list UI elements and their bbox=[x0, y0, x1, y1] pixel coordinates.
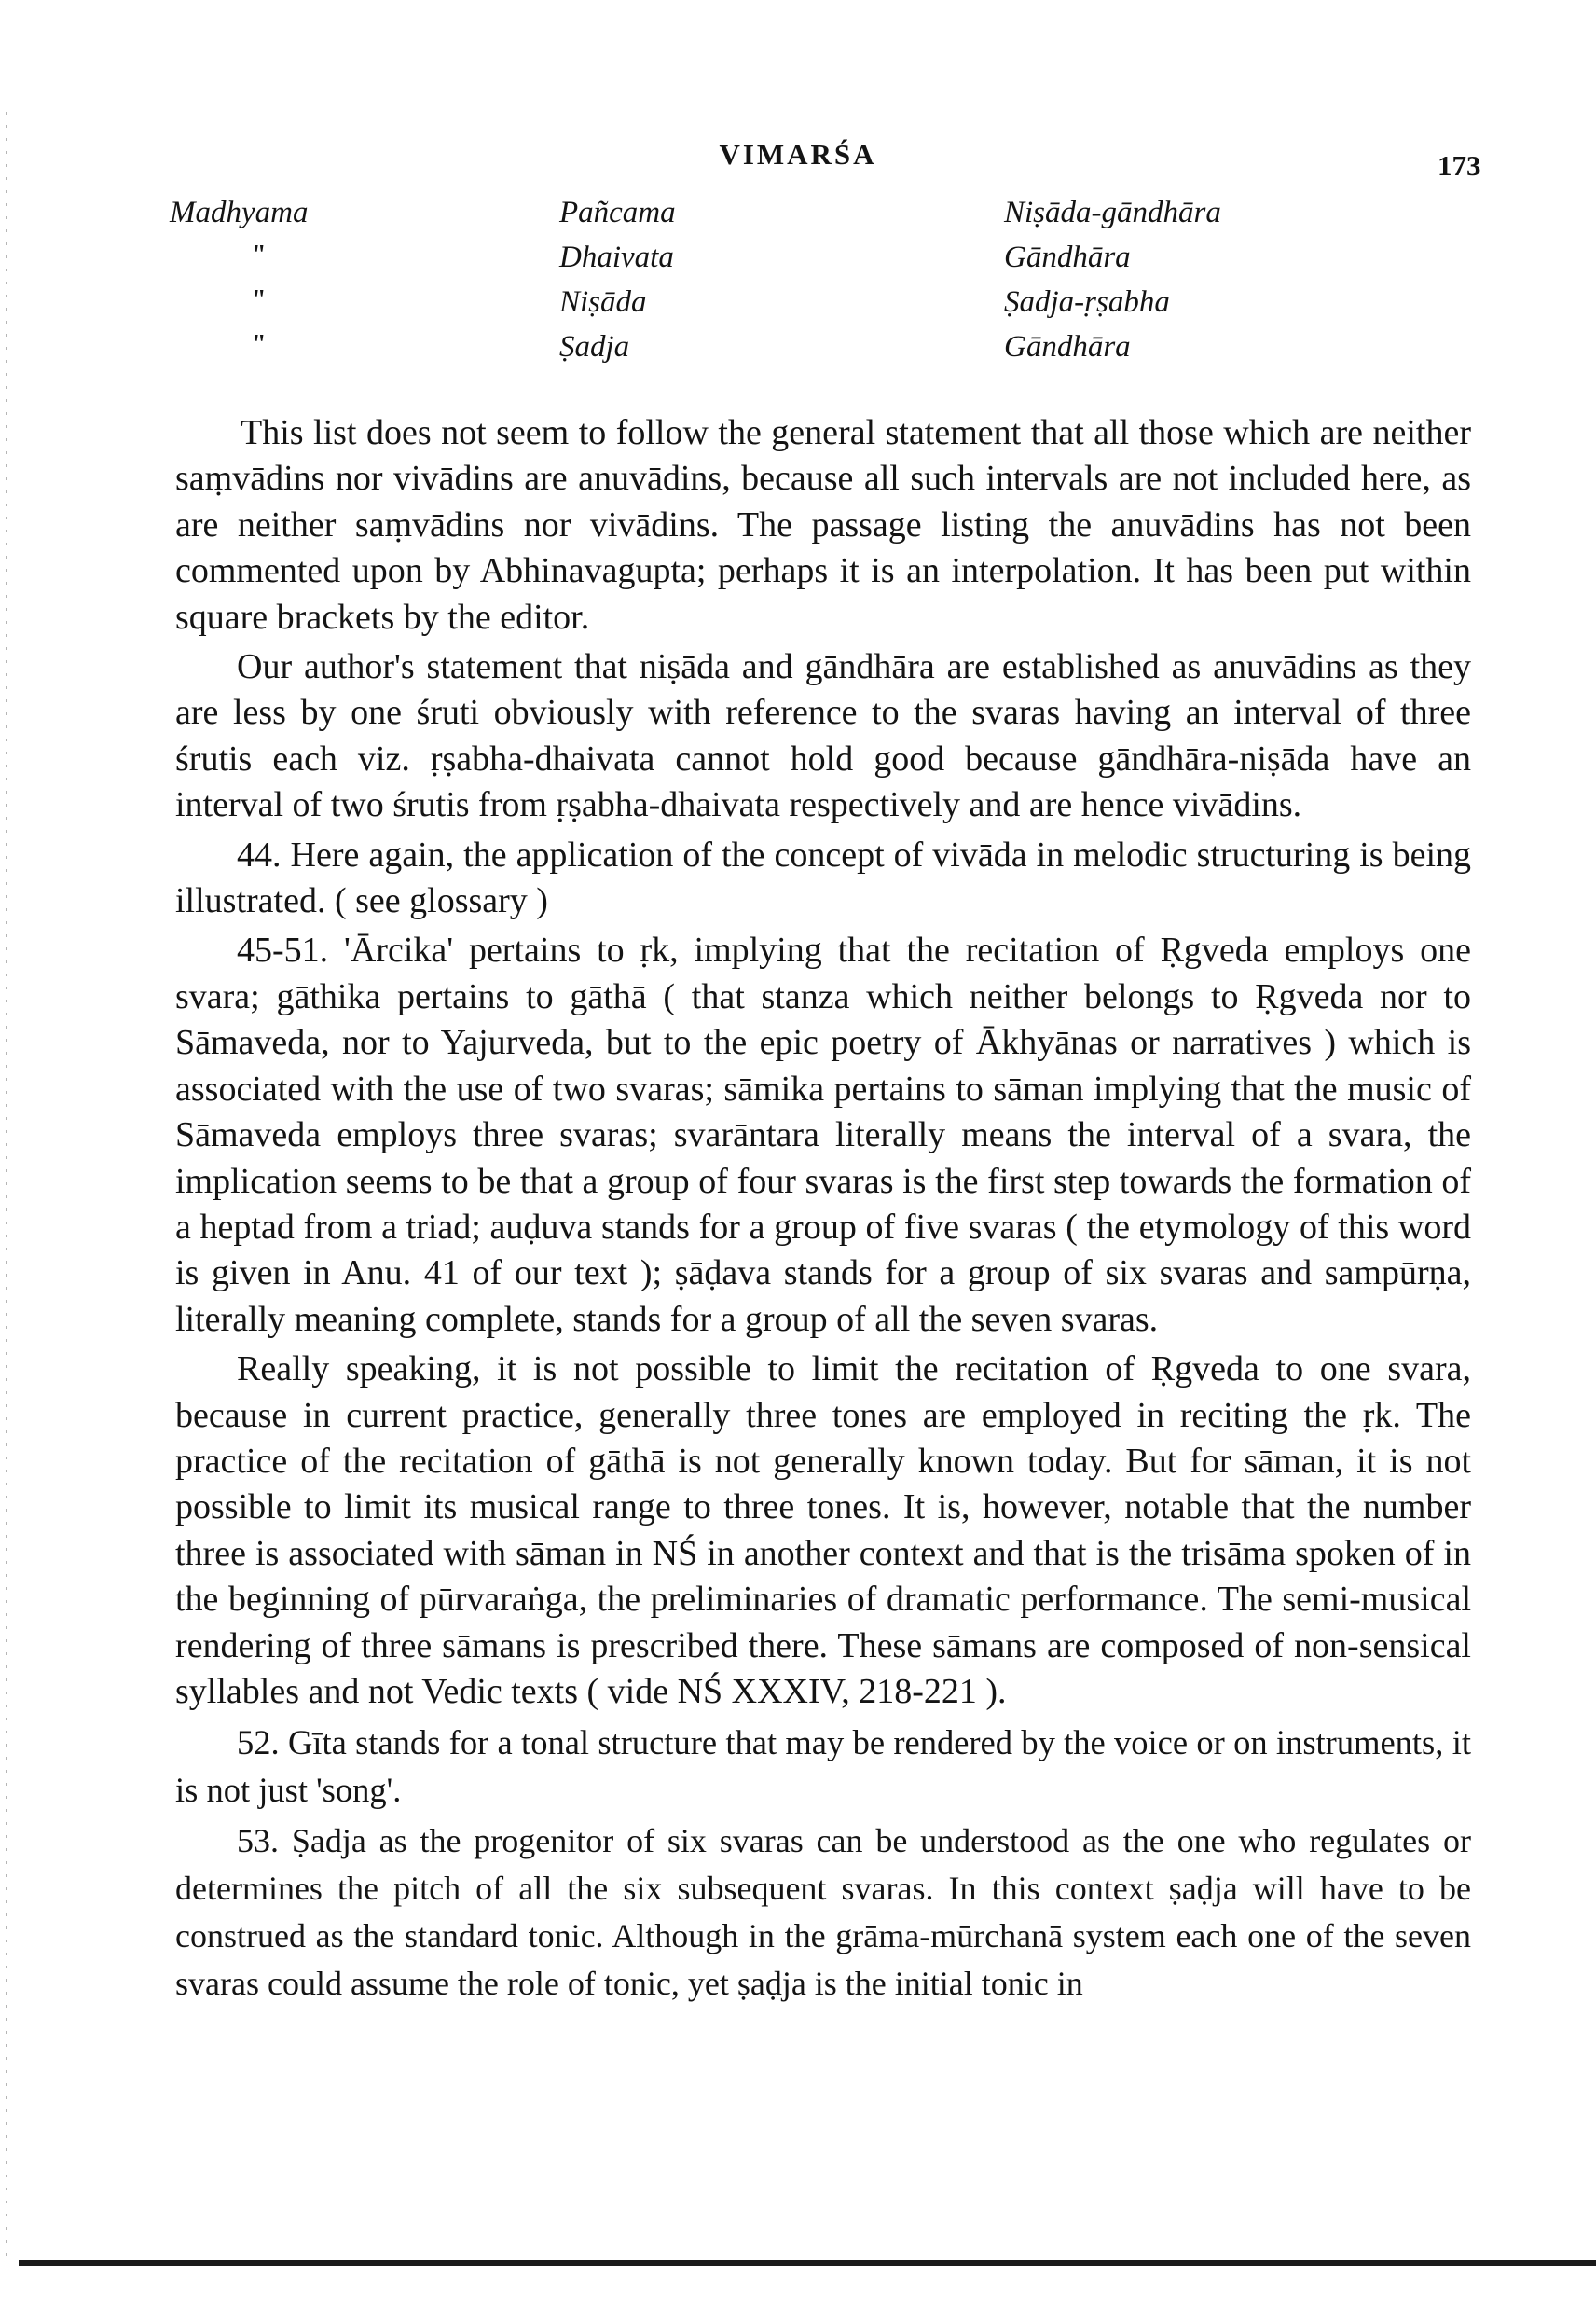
list-cell: Niṣāda bbox=[559, 285, 647, 319]
list-cell: Madhyama bbox=[170, 196, 309, 229]
ditto-mark: " bbox=[252, 241, 267, 269]
list-cell: Ṣadja bbox=[559, 330, 630, 364]
paragraph: This list does not seem to follow the general statement that all those which are neither saṃvādins nor vivādins are anuvādins, because all such intervals are not included here, as are neither saṃvādins nor vivādins. The passage listing the anuvādins has not been commented upon by Abhinavagupta; perhaps it is an interpolation. It has been put within square brackets by the editor. bbox=[175, 413, 1471, 637]
list-cell: Gāndhāra bbox=[1004, 330, 1131, 364]
running-head: VIMARŚA bbox=[719, 138, 877, 171]
page-number: 173 bbox=[1438, 149, 1481, 182]
list-cell: Dhaivata bbox=[559, 241, 674, 274]
list-cell: Ṣadja-ṛṣabha bbox=[1004, 285, 1170, 319]
paragraph: Really speaking, it is not possible to limit the recitation of Ṛgveda to one svara, because in current practice, generally three tones are employed in reciting the ṛk. The practice of the recitation of gāthā is not generally known today. But for sāman, it is not possible to limit its musical range to three tones. It is, however, notable that the number three is associated with sāman in NŚ in another context and that is the trisāma spoken of in the beginning of pūrvaraṅga, the preliminaries of dramatic performance. The semi-musical rendering of three sāmans is prescribed there. These sāmans are composed of non-sensical syllables and not Vedic texts ( vide NŚ XXXIV, 218-221 ). bbox=[175, 1349, 1471, 1711]
ditto-mark: " bbox=[252, 285, 267, 314]
paragraph: 44. Here again, the application of the concept of vivāda in melodic structuring is being illustrated. ( see glossary ) bbox=[175, 835, 1471, 921]
list-row bbox=[168, 241, 1473, 285]
scan-margin-dots bbox=[6, 112, 7, 2257]
paragraph: 52. Gīta stands for a tonal structure that may be rendered by the voice or on instruments, it is not just 'song'. bbox=[175, 1723, 1471, 1810]
list-row bbox=[168, 285, 1473, 330]
page-bottom-rule bbox=[19, 2260, 1596, 2266]
paragraph: 45-51. 'Ārcika' pertains to ṛk, implying that the recitation of Ṛgveda employs one svara; gāthika pertains to gāthā ( that stanza which neither belongs to Ṛgveda nor to Sāmaveda, nor to Yajurveda, but to the epic poetry of Ākhyānas or narratives ) which is associated with the use of two svaras; sāmika pertains to sāman implying that the music of Sāmaveda employs three svaras; svarāntara literally means the interval of a svara, the implication seems to be that a group of four svaras is the first step towards the formation of a heptad from a triad; auḍuva stands for a group of five svaras ( the etymology of this word is given in Anu. 41 of our text ); ṣāḍava stands for a group of six svaras and sampūrṇa, literally meaning complete, stands for a group of all the seven svaras. bbox=[175, 931, 1471, 1339]
list-cell: Niṣāda-gāndhāra bbox=[1004, 196, 1221, 229]
list-cell: Gāndhāra bbox=[1004, 241, 1131, 274]
list-row bbox=[168, 196, 1473, 241]
paragraph: Our author's statement that niṣāda and gāndhāra are established as anuvādins as they are less by one śruti obviously with reference to the svaras having an interval of three śrutis each viz. ṛṣabha-dhaivata cannot hold good because gāndhāra-niṣāda have an interval of two śrutis from ṛṣabha-dhaivata respectively and are hence vivādins. bbox=[175, 647, 1471, 825]
anuvadin-list bbox=[168, 196, 1473, 375]
list-row bbox=[168, 330, 1473, 375]
list-cell: Pañcama bbox=[559, 196, 676, 229]
paragraph: 53. Ṣadja as the progenitor of six svaras can be understood as the one who regulates or determines the pitch of all the six subsequent svaras. In this context ṣaḍja will have to be construed as the standard tonic. Although in the grāma-mūrchanā system each one of the seven svaras could assume the role of tonic, yet ṣaḍja is the initial tonic in bbox=[175, 1822, 1471, 2003]
ditto-mark: " bbox=[252, 330, 267, 359]
body-text bbox=[175, 410, 1471, 2011]
